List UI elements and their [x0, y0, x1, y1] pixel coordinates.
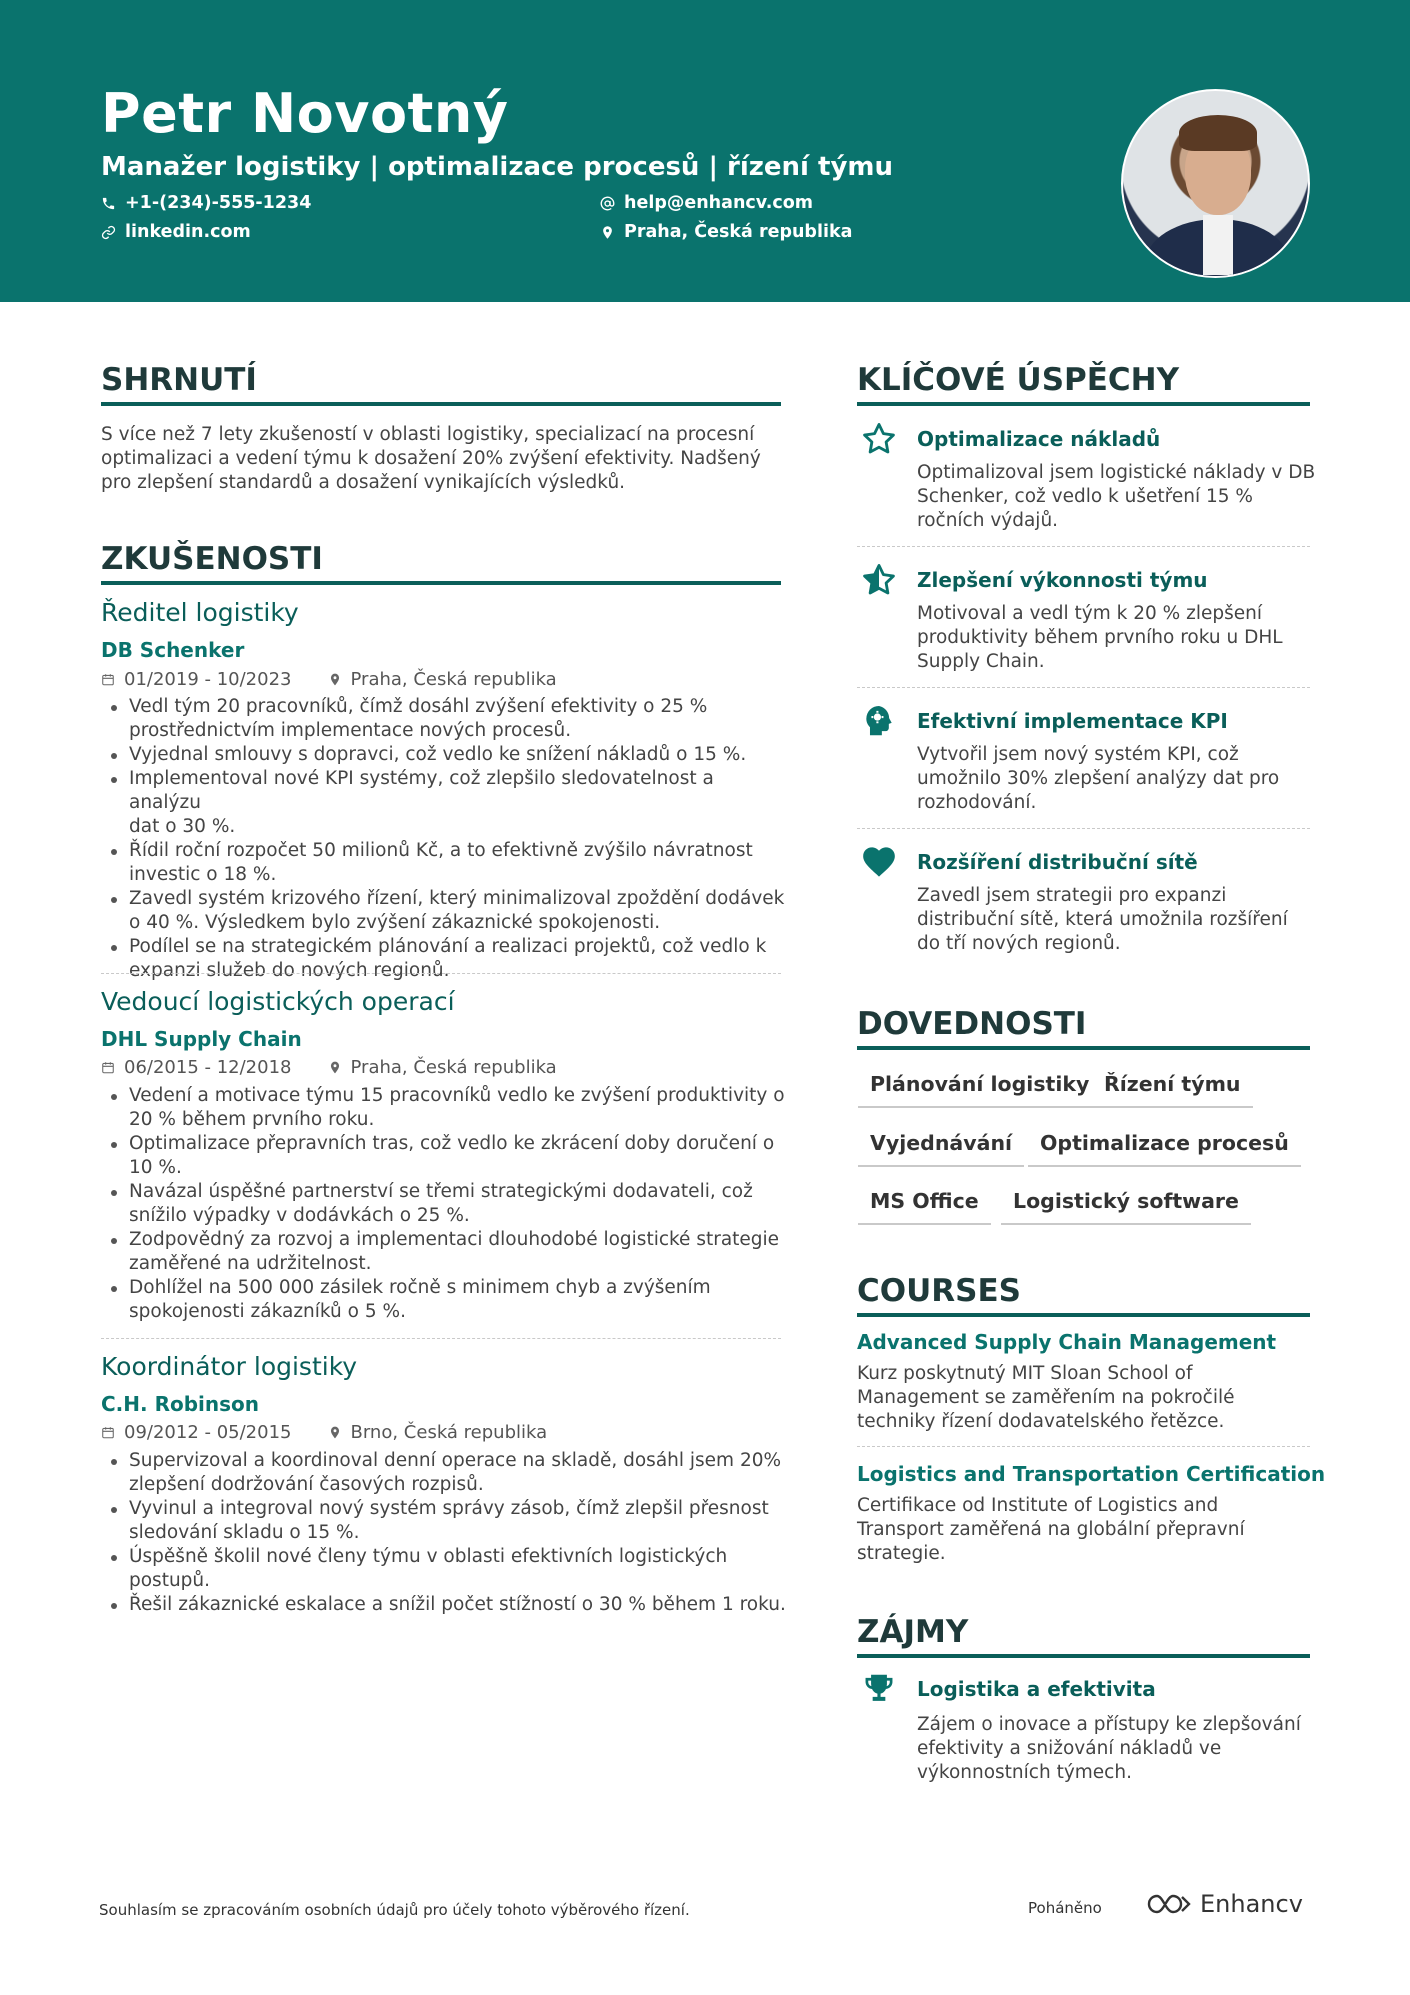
calendar-icon — [101, 672, 115, 687]
job-dates: 06/2015 - 12/2018 — [124, 1057, 292, 1078]
achievement-description: Vytvořil jsem nový systém KPI, což umožnilo 30% zlepšení analýzy dat pro rozhodování. — [917, 744, 1280, 813]
course-description: Kurz poskytnutý MIT Sloan School of Management se zaměřením na pokročilé techniky řízení dodavatelského řetězce. — [857, 1363, 1235, 1432]
job-title: Ředitel logistiky — [101, 598, 299, 627]
list-item: Navázal úspěšné partnerství se třemi strategickými dodavateli, což snížilo výpadky v dodávkách o 25 %. — [101, 1180, 791, 1228]
consent-note: Souhlasím se zpracováním osobních údajů pro účely tohoto výběrového řízení. — [99, 1901, 690, 1919]
enhancv-logo[interactable] — [1146, 1890, 1303, 1918]
phone-text: +1-(234)-555-1234 — [125, 193, 312, 213]
list-item: Implementoval nové KPI systémy, což zlepšilo sledovatelnost a analýzu dat o 30 %. — [101, 767, 791, 839]
job-meta — [101, 1422, 547, 1443]
experience-rule — [101, 581, 781, 585]
job-bullets — [101, 695, 791, 983]
powered-by-label: Poháněno — [1028, 1899, 1102, 1917]
achievement-title: Zlepšení výkonnosti týmu — [917, 568, 1208, 592]
courses-heading: COURSES — [857, 1273, 1021, 1309]
course-title: Logistics and Transportation Certification — [857, 1462, 1326, 1486]
summary-rule — [101, 402, 781, 406]
list-item: Vyvinul a integroval nový systém správy zásob, čímž zlepšil přesnost sledování skladu o 15 %. — [101, 1497, 791, 1545]
list-item: Vyjednal smlouvy s dopravci, což vedlo ke snížení nákladů o 15 %. — [101, 743, 791, 767]
job-title: Koordinátor logistiky — [101, 1352, 358, 1381]
list-item: Řešil zákaznické eskalace a snížil počet stížností o 30 % během 1 roku. — [101, 1593, 791, 1617]
brand-name: Enhancv — [1200, 1890, 1303, 1918]
contact-linkedin[interactable] — [101, 222, 251, 242]
achievements-heading: KLÍČOVÉ ÚSPĚCHY — [857, 362, 1180, 398]
achievement-description: Optimalizoval jsem logistické náklady v DB Schenker, což vedlo k ušetření 15 % ročních výdajů. — [917, 462, 1316, 531]
skill-tag: Řízení týmu — [1092, 1072, 1253, 1108]
candidate-name: Petr Novotný — [101, 82, 509, 145]
list-item: Úspěšně školil nové členy týmu v oblasti efektivních logistických postupů. — [101, 1545, 791, 1593]
calendar-icon — [101, 1060, 115, 1075]
list-item: Vedení a motivace týmu 15 pracovníků vedlo ke zvýšení produktivity o 20 % během prvního roku. — [101, 1084, 791, 1132]
skill-tag: Plánování logistiky — [858, 1072, 1101, 1108]
achievement-description: Motivoval a vedl tým k 20 % zlepšení produktivity během prvního roku u DHL Supply Chain. — [917, 603, 1283, 672]
star-outline-icon — [860, 420, 898, 458]
summary-heading: SHRNUTÍ — [101, 362, 257, 398]
star-half-icon — [860, 561, 898, 599]
skill-tag: MS Office — [858, 1189, 991, 1225]
courses-rule — [857, 1313, 1310, 1317]
skill-tag: Vyjednávání — [858, 1131, 1024, 1167]
list-item: Zodpovědný za rozvoj a implementaci dlouhodobé logistické strategie zaměřené na udržitelnost. — [101, 1228, 791, 1276]
skills-rule — [857, 1046, 1310, 1050]
list-item: Podílel se na strategickém plánování a realizaci projektů, což vedlo k expanzi služeb do nových regionů. — [101, 935, 791, 983]
job-meta — [101, 669, 557, 690]
course-description: Certifikace od Institute of Logistics and Transport zaměřená na globální přepravní strategie. — [857, 1495, 1245, 1564]
list-item: Řídil roční rozpočet 50 milionů Kč, a to efektivně zvýšilo návratnost investic o 18 %. — [101, 839, 791, 887]
linkedin-text: linkedin.com — [125, 222, 251, 242]
skill-tag: Optimalizace procesů — [1028, 1131, 1301, 1167]
head-idea-icon — [860, 702, 898, 740]
divider — [857, 828, 1310, 829]
location-pin-icon — [600, 225, 615, 240]
list-item: Supervizoval a koordinoval denní operace na skladě, dosáhl jsem 20% zlepšení dodržování časových rozpisů. — [101, 1449, 791, 1497]
job-meta — [101, 1057, 557, 1078]
phone-icon — [101, 196, 116, 211]
divider — [857, 546, 1310, 547]
location-text: Praha, Česká republika — [624, 222, 853, 242]
job-bullets — [101, 1449, 791, 1617]
profile-photo — [1121, 89, 1310, 278]
company-name: DHL Supply Chain — [101, 1027, 302, 1051]
location-pin-icon — [328, 672, 342, 687]
header-banner — [0, 0, 1410, 302]
calendar-icon — [101, 1425, 115, 1440]
interest-title: Logistika a efektivita — [917, 1677, 1156, 1701]
job-location: Brno, Česká republika — [350, 1422, 548, 1443]
course-title: Advanced Supply Chain Management — [857, 1330, 1277, 1354]
achievements-rule — [857, 402, 1310, 406]
summary-text: S více než 7 lety zkušeností v oblasti logistiky, specializací na procesní optimalizaci a vedení týmu k dosažení 20% zvýšení efektivity. Nadšený pro zlepšení standardů a dosažení vynikajících výsledků. — [101, 424, 761, 493]
heart-icon — [860, 843, 898, 881]
interests-heading: ZÁJMY — [857, 1614, 969, 1650]
job-dates: 09/2012 - 05/2015 — [124, 1422, 292, 1443]
interest-description: Zájem o inovace a přístupy ke zlepšování efektivity a snižování nákladů ve výkonnostních týmech. — [917, 1714, 1301, 1783]
divider — [101, 1338, 781, 1339]
contact-phone[interactable] — [101, 193, 311, 213]
job-title: Vedoucí logistických operací — [101, 987, 455, 1016]
candidate-title: Manažer logistiky | optimalizace procesů | řízení týmu — [101, 152, 893, 182]
link-icon — [101, 225, 116, 240]
contact-email[interactable] — [600, 193, 813, 213]
interests-rule — [857, 1654, 1310, 1658]
achievement-title: Optimalizace nákladů — [917, 427, 1161, 451]
location-pin-icon — [328, 1425, 342, 1440]
job-dates: 01/2019 - 10/2023 — [124, 669, 292, 690]
list-item: Dohlížel na 500 000 zásilek ročně s minimem chyb a zvýšením spokojenosti zákazníků o 5 %. — [101, 1276, 791, 1324]
achievement-title: Efektivní implementace KPI — [917, 709, 1228, 733]
job-location: Praha, Česká republika — [350, 669, 557, 690]
divider — [857, 687, 1310, 688]
skill-tag: Logistický software — [1001, 1189, 1251, 1225]
skills-heading: DOVEDNOSTI — [857, 1006, 1087, 1042]
contact-location — [600, 222, 852, 242]
enhancv-mark-icon — [1146, 1891, 1192, 1917]
job-bullets — [101, 1084, 791, 1324]
location-pin-icon — [328, 1060, 342, 1075]
email-text: help@enhancv.com — [624, 193, 814, 213]
achievement-title: Rozšíření distribuční sítě — [917, 850, 1198, 874]
list-item: Optimalizace přepravních tras, což vedlo ke zkrácení doby doručení o 10 %. — [101, 1132, 791, 1180]
job-location: Praha, Česká republika — [350, 1057, 557, 1078]
achievement-description: Zavedl jsem strategii pro expanzi distribuční sítě, která umožnila rozšíření do tří nových regionů. — [917, 885, 1288, 954]
divider — [857, 1446, 1310, 1447]
list-item: Zavedl systém krizového řízení, který minimalizoval zpoždění dodávek o 40 %. Výsledkem bylo zvýšení zákaznické spokojenosti. — [101, 887, 791, 935]
at-icon — [600, 196, 615, 211]
trophy-icon — [860, 1670, 898, 1708]
divider — [101, 973, 781, 974]
company-name: DB Schenker — [101, 638, 245, 662]
experience-heading: ZKUŠENOSTI — [101, 541, 323, 577]
list-item: Vedl tým 20 pracovníků, čímž dosáhl zvýšení efektivity o 25 % prostřednictvím implementace nových procesů. — [101, 695, 791, 743]
company-name: C.H. Robinson — [101, 1392, 260, 1416]
